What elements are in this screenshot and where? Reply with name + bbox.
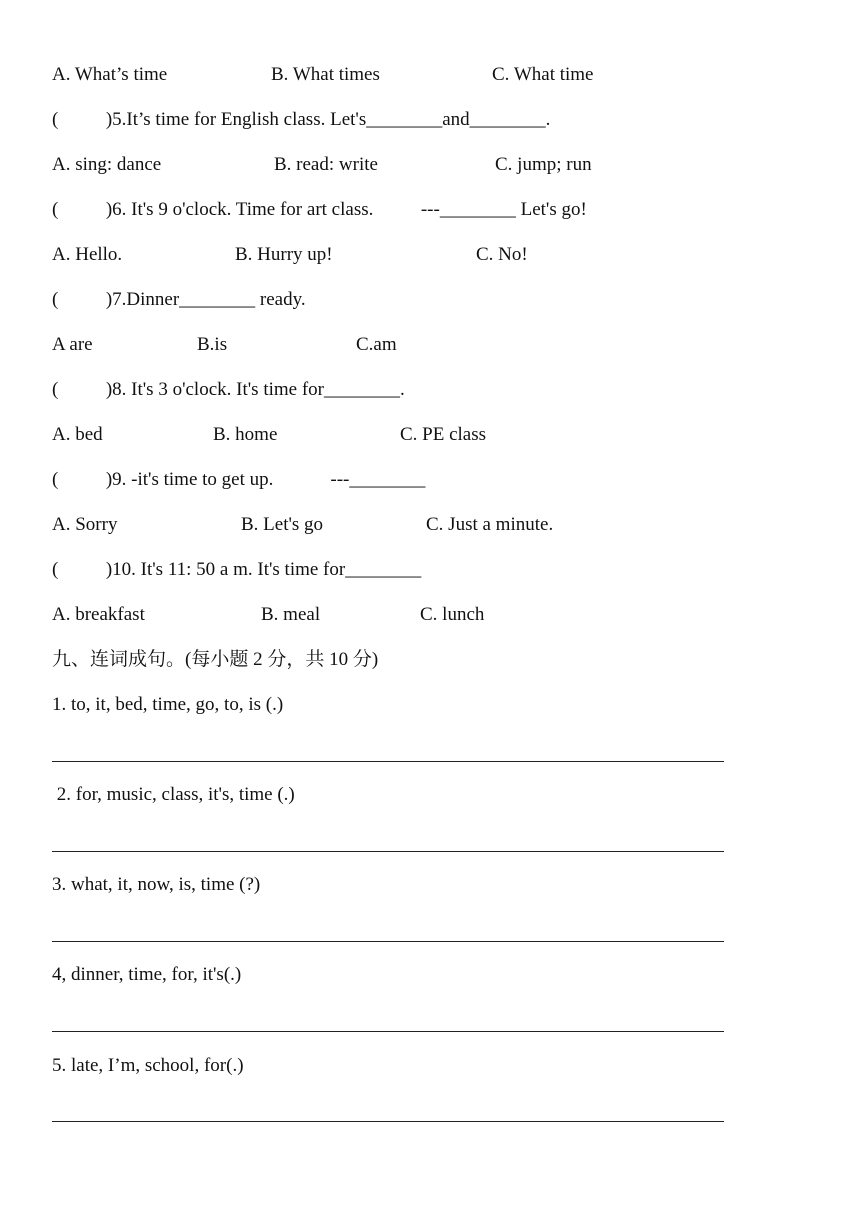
- q8-stem: ( )8. It's 3 o'clock. It's time for________.: [52, 379, 405, 400]
- answer-line-3[interactable]: [52, 941, 724, 942]
- q8-option-b: B. home: [213, 424, 278, 445]
- q10-stem: ( )10. It's 11: 50 a m. It's time for________: [52, 559, 422, 580]
- q9-option-c: C. Just a minute.: [426, 514, 554, 535]
- q9-option-a: A. Sorry: [52, 514, 118, 535]
- sentence-prompt-5: 5. late, I’m, school, for(.): [52, 1055, 244, 1076]
- q6-option-a: A. Hello.: [52, 244, 123, 265]
- q6-option-b: B. Hurry up!: [235, 244, 333, 265]
- sentence-prompt-4: 4, dinner, time, for, it's(.): [52, 964, 242, 985]
- section-heading: 九、连词成句。(每小题 2 分，共 10 分): [52, 649, 379, 670]
- q10-option-c: C. lunch: [420, 604, 485, 625]
- q5-option-c: C. jump; run: [495, 154, 592, 175]
- q8-option-c: C. PE class: [400, 424, 487, 445]
- q9-option-b: B. Let's go: [241, 514, 324, 535]
- sentence-prompt-1: 1. to, it, bed, time, go, to, is (.): [52, 694, 284, 715]
- q5-option-a: A. sing: dance: [52, 154, 162, 175]
- answer-line-2[interactable]: [52, 851, 724, 852]
- q5-stem: ( )5.It’s time for English class. Let's________and________.: [52, 109, 551, 130]
- sentence-prompt-3: 3. what, it, now, is, time (?): [52, 874, 261, 895]
- q6-option-c: C. No!: [476, 244, 528, 265]
- q7-option-c: C.am: [356, 334, 397, 355]
- q9-stem: ( )9. -it's time to get up. ---________: [52, 469, 426, 490]
- q8-option-a: A. bed: [52, 424, 103, 445]
- q4-option-a: A. What’s time: [52, 64, 168, 85]
- q7-stem: ( )7.Dinner________ ready.: [52, 289, 306, 310]
- q4-option-b: B. What times: [271, 64, 380, 85]
- answer-line-1[interactable]: [52, 761, 724, 762]
- q7-option-a: A are: [52, 334, 93, 355]
- q10-option-b: B. meal: [261, 604, 321, 625]
- q7-option-b: B.is: [197, 334, 228, 355]
- answer-line-4[interactable]: [52, 1031, 724, 1032]
- q5-option-b: B. read: write: [274, 154, 378, 175]
- q4-option-c: C. What time: [492, 64, 594, 85]
- q6-stem: ( )6. It's 9 o'clock. Time for art class. ---________ Let's go!: [52, 199, 587, 220]
- sentence-prompt-2: 2. for, music, class, it's, time (.): [52, 784, 295, 805]
- answer-line-5[interactable]: [52, 1121, 724, 1122]
- q10-option-a: A. breakfast: [52, 604, 145, 625]
